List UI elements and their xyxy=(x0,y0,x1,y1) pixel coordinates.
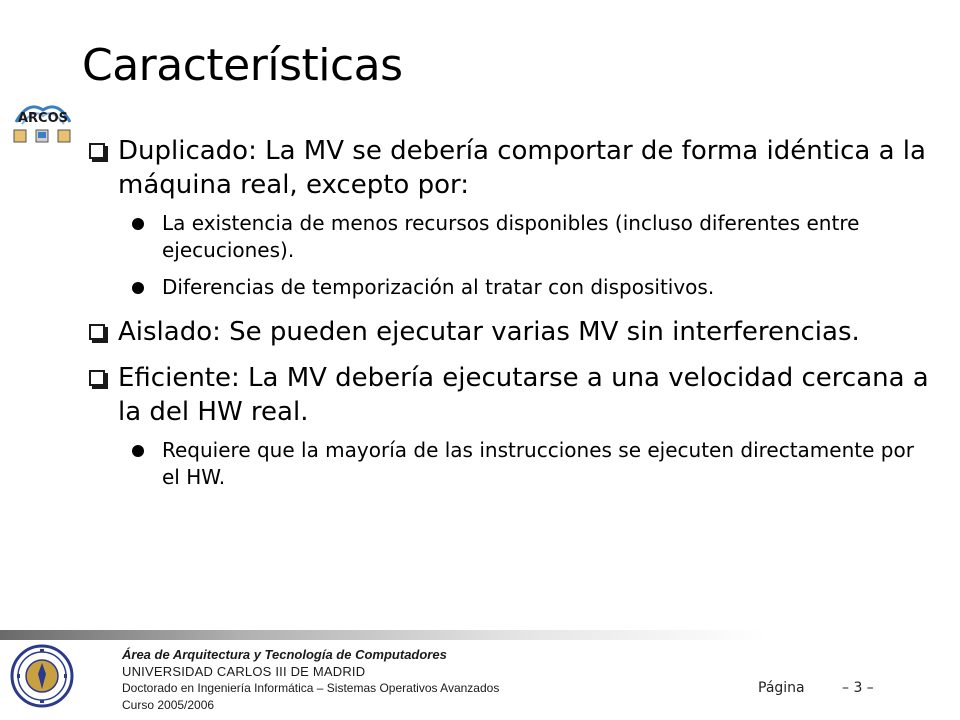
slide-title: Características xyxy=(82,40,403,91)
bullet-text: Eficiente: La MV debería ejecutarse a una velocidad cercana a la del HW real. xyxy=(118,363,929,427)
footer-course: Curso 2005/2006 xyxy=(122,698,215,712)
checkbox-bullet-icon xyxy=(89,143,105,159)
sub-bullet-text: Requiere que la mayoría de las instrucciones se ejecuten directamente por el HW. xyxy=(162,438,914,489)
university-seal-icon xyxy=(10,644,74,708)
bullet-aislado xyxy=(88,315,938,349)
dot-bullet-icon xyxy=(132,218,144,230)
page-number: – 3 – xyxy=(842,680,874,696)
footer-department: Área de Arquitectura y Tecnología de Computadores xyxy=(122,647,447,662)
dot-bullet-icon xyxy=(132,282,144,294)
page-label: Página xyxy=(758,680,805,696)
footer-program: Doctorado en Ingeniería Informática – Sistemas Operativos Avanzados xyxy=(122,681,500,695)
sub-bullet xyxy=(132,437,938,491)
checkbox-bullet-icon xyxy=(89,324,105,340)
bullet-duplicado xyxy=(88,134,938,202)
arcos-logo-text: ARCOS xyxy=(17,111,69,126)
footer-university: UNIVERSIDAD CARLOS III DE MADRID xyxy=(122,664,366,679)
sub-bullet xyxy=(132,210,938,264)
bullet-text: Duplicado: La MV se debería comportar de forma idéntica a la máquina real, excepto por: xyxy=(118,136,926,200)
dot-bullet-icon xyxy=(132,445,144,457)
bullet-text: Aislado: Se pueden ejecutar varias MV sin interferencias. xyxy=(118,317,860,347)
sub-bullet-text: La existencia de menos recursos disponibles (incluso diferentes entre ejecuciones). xyxy=(162,211,860,262)
sub-bullet xyxy=(132,274,938,301)
arcos-logo xyxy=(8,96,78,152)
checkbox-bullet-icon xyxy=(89,370,105,386)
bullet-eficiente xyxy=(88,361,938,429)
bullet-list xyxy=(88,134,938,505)
footer-divider xyxy=(0,630,960,640)
footer-text xyxy=(122,646,499,714)
sub-bullet-text: Diferencias de temporización al tratar con dispositivos. xyxy=(162,275,715,299)
